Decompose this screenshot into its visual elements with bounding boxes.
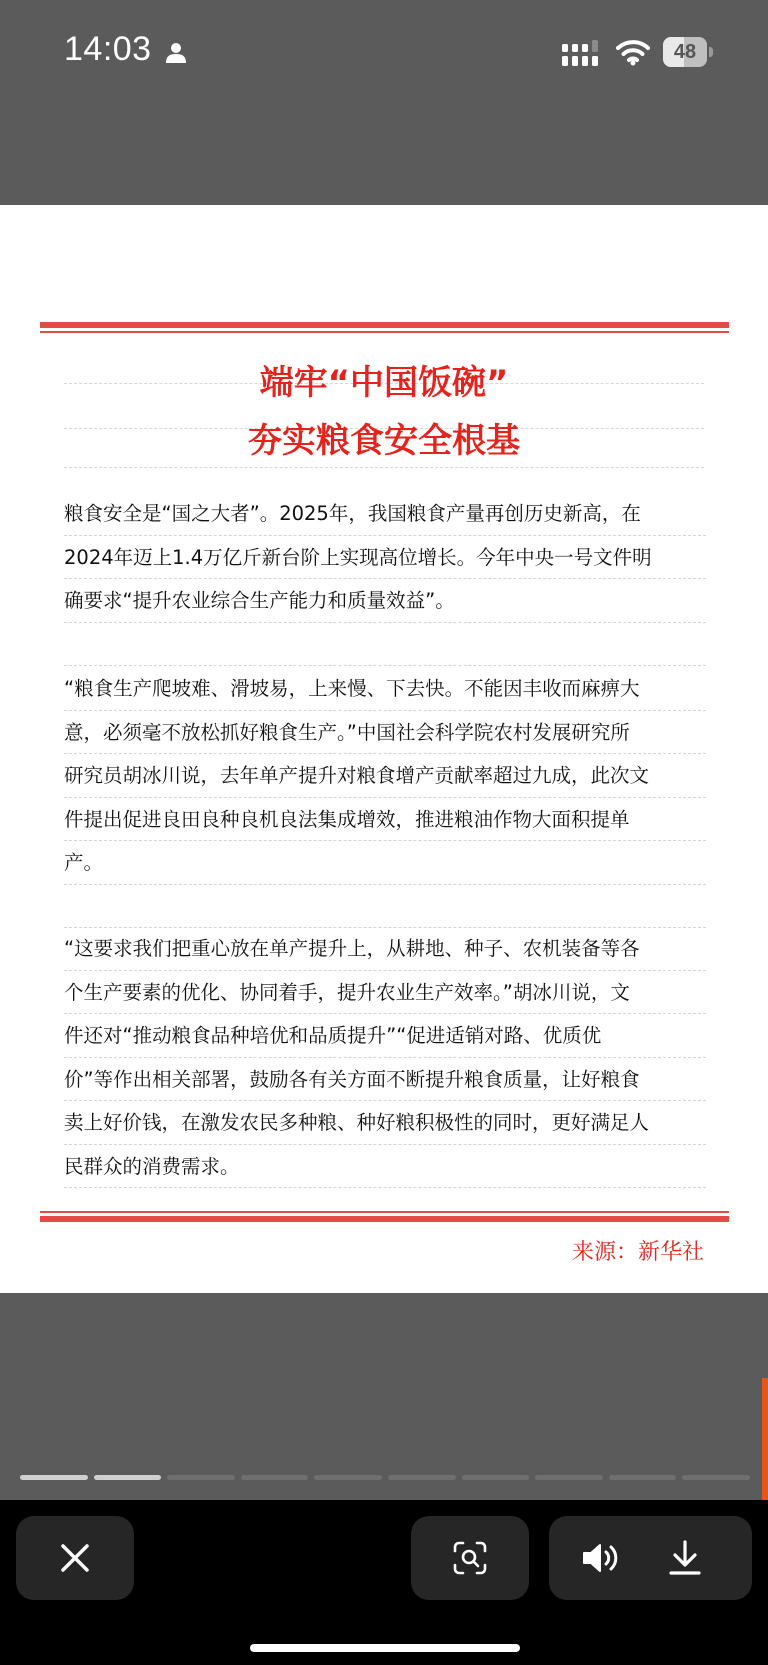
home-indicator[interactable] — [250, 1644, 520, 1652]
article-title-line-1: 端牢“中国饭碗” — [259, 363, 509, 403]
sound-button[interactable] — [579, 1538, 623, 1578]
bottom-toolbar — [0, 1500, 768, 1665]
signal-icon — [562, 40, 604, 66]
text-line: 意，必须毫不放松抓好粮食生产。”中国社会科学院农村发展研究所 — [64, 711, 706, 755]
progress-segment — [20, 1475, 88, 1480]
close-icon — [60, 1543, 90, 1573]
close-button[interactable] — [16, 1516, 134, 1600]
empty-line — [64, 885, 706, 929]
text-line: 研究员胡冰川说，去年单产提升对粮食增产贡献率超过九成，此次文 — [64, 754, 706, 798]
article-title-line-2: 夯实粮食安全根基 — [248, 421, 520, 461]
top-red-band — [40, 322, 729, 333]
progress-segment — [241, 1475, 309, 1480]
battery-icon — [663, 37, 713, 67]
text-line: 卖上好价钱，在激发农民多种粮、种好粮积极性的同时，更好满足人 — [64, 1101, 706, 1145]
paragraph-1 — [64, 492, 706, 666]
progress-segment — [388, 1475, 456, 1480]
progress-segment — [314, 1475, 382, 1480]
progress-segment — [609, 1475, 677, 1480]
paragraph-2 — [64, 667, 706, 928]
text-line: “粮食生产爬坡难、滑坡易，上来慢、下去快。不能因丰收而麻痹大 — [64, 667, 706, 711]
download-icon — [669, 1540, 701, 1576]
download-button[interactable] — [663, 1536, 707, 1580]
article-image — [0, 205, 768, 1293]
progress-segment — [167, 1475, 235, 1480]
text-line: 粮食安全是“国之大者”。2025年，我国粮食产量再创历史新高，在 — [64, 492, 706, 536]
text-line: 产。 — [64, 841, 706, 885]
media-actions-group — [549, 1516, 752, 1600]
progress-segment — [462, 1475, 530, 1480]
bottom-red-band — [40, 1211, 729, 1222]
status-bar — [0, 0, 768, 205]
text-line: 件还对“推动粮食品种培优和品质提升”“促进适销对路、优质优 — [64, 1014, 706, 1058]
text-line: 2024年迈上1.4万亿斤新台阶上实现高位增长。今年中央一号文件明 — [64, 536, 706, 580]
text-line: 民群众的消费需求。 — [64, 1145, 706, 1189]
article-source: 来源：新华社 — [571, 1240, 704, 1265]
text-line: 确要求“提升农业综合生产能力和质量效益”。 — [64, 579, 706, 623]
person-icon — [165, 42, 187, 64]
progress-segment — [535, 1475, 603, 1480]
battery-level: 48 — [673, 41, 697, 63]
progress-segment — [94, 1475, 162, 1480]
text-line: 价”等作出相关部署，鼓励各有关方面不断提升粮食质量，让好粮食 — [64, 1058, 706, 1102]
text-line: “这要求我们把重心放在单产提升上，从耕地、种子、农机装备等各 — [64, 927, 706, 971]
visual-lookup-button[interactable] — [411, 1516, 529, 1600]
paragraph-3 — [64, 927, 706, 1188]
wifi-icon — [616, 38, 650, 66]
story-progress-bar — [20, 1475, 750, 1481]
empty-line — [64, 623, 706, 667]
progress-segment — [682, 1475, 750, 1480]
speaker-icon — [581, 1541, 621, 1575]
visual-lookup-icon — [453, 1541, 487, 1575]
text-line: 个生产要素的优化、协同着手，提升农业生产效率。”胡冰川说，文 — [64, 971, 706, 1015]
status-time: 14:03 — [64, 30, 152, 68]
text-line: 件提出促进良田良种良机良法集成增效，推进粮油作物大面积提单 — [64, 798, 706, 842]
